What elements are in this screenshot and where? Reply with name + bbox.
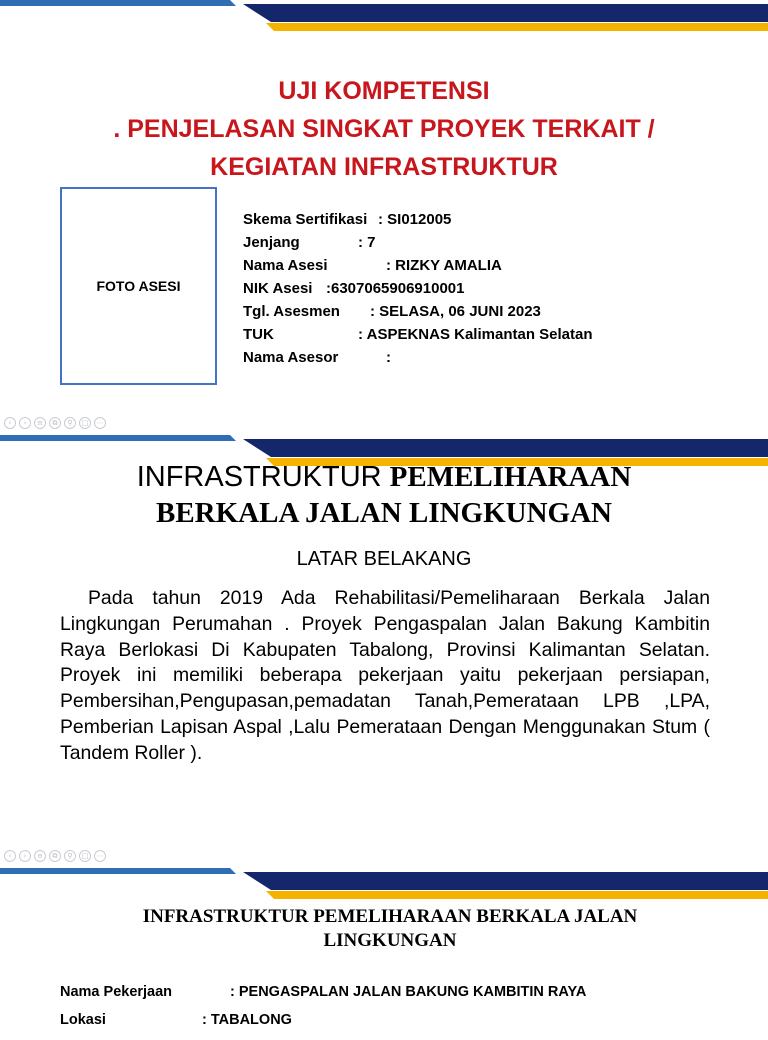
copy-icon[interactable]: ⧉ [49, 850, 61, 862]
menu-icon[interactable]: ≡ [34, 417, 46, 429]
title-line: UJI KOMPETENSI [278, 77, 490, 105]
info-value: : PENGASPALAN JALAN BAKUNG KAMBITIN RAYA [230, 984, 587, 1000]
title-part: PEMELIHARAAN [389, 461, 632, 493]
prev-icon[interactable]: ‹ [4, 417, 16, 429]
viewer-gap [0, 845, 768, 868]
header-navy-band [243, 439, 768, 457]
slide-2-title-line2: BERKALA JALAN LINGKUNGAN [156, 497, 612, 529]
info-label: Tgl. Asesmen [243, 303, 340, 320]
title-part: INFRASTRUKTUR [136, 461, 390, 493]
info-value: : SELASA, 06 JUNI 2023 [370, 303, 541, 320]
next-icon[interactable]: › [19, 417, 31, 429]
fullscreen-icon[interactable]: □ [79, 417, 91, 429]
copy-icon[interactable]: ⧉ [49, 417, 61, 429]
header-blue-stripe [0, 868, 236, 874]
header-navy-band [243, 872, 768, 890]
viewer-gap [0, 412, 768, 435]
zoom-icon[interactable]: ⚲ [64, 850, 76, 862]
photo-placeholder [60, 187, 217, 385]
zoom-icon[interactable]: ⚲ [64, 417, 76, 429]
section-heading: LATAR BELAKANG [296, 548, 472, 570]
header-gold-band [266, 23, 768, 31]
info-label: Jenjang [243, 234, 300, 251]
background-paragraph: Pada tahun 2019 Ada Rehabilitasi/Pemeliharaan Berkala Jalan Lingkungan Perumahan . Proyek Pengaspalan Jalan Bakung Kambitin Raya Berlokasi Di Kabupaten Tabalong, Provinsi Kalimantan Selatan. Proyek ini memiliki beberapa pekerjaan yaitu pekerjaan persiapan, Pembersihan,Pengupasan,pemadatan Tanah,Pemerataan LPB ,LPA, Pemberian Lapisan Aspal ,Lalu Pemerataan Dengan Menggunakan Stum ( Tandem Roller ). [60, 587, 710, 764]
viewer-controls [4, 417, 106, 429]
info-value: : [386, 349, 391, 366]
slide-1 [0, 0, 768, 412]
header-decoration [0, 0, 768, 40]
next-icon[interactable]: › [19, 850, 31, 862]
info-value: :6307065906910001 [326, 280, 465, 297]
info-label: TUK [243, 326, 274, 343]
photo-label: FOTO ASESI [96, 278, 181, 294]
info-label: Lokasi [60, 1012, 106, 1028]
info-value: : RIZKY AMALIA [386, 257, 502, 274]
header-gold-band [266, 891, 768, 899]
viewer-controls [4, 850, 106, 862]
header-blue-stripe [0, 435, 236, 441]
info-value: : 7 [358, 234, 376, 251]
info-value: : ASPEKNAS Kalimantan Selatan [358, 326, 593, 343]
more-icon[interactable]: ⋯ [94, 417, 106, 429]
title-line: . PENJELASAN SINGKAT PROYEK TERKAIT / [113, 115, 655, 143]
prev-icon[interactable]: ‹ [4, 850, 16, 862]
info-label: Nama Asesor [243, 349, 339, 366]
slide-3-title: INFRASTRUKTUR PEMELIHARAAN BERKALA JALAN LINGKUNGAN [142, 906, 638, 951]
title-line: KEGIATAN INFRASTRUKTUR [210, 153, 558, 181]
fullscreen-icon[interactable]: □ [79, 850, 91, 862]
info-label: Nama Pekerjaan [60, 984, 173, 1000]
header-decoration [0, 868, 768, 908]
info-label: NIK Asesi [243, 280, 313, 297]
menu-icon[interactable]: ≡ [34, 850, 46, 862]
slide-2-title [0, 460, 768, 494]
info-label: Skema Sertifikasi [243, 211, 368, 228]
header-blue-stripe [0, 0, 236, 6]
more-icon[interactable]: ⋯ [94, 850, 106, 862]
slide-1-title [0, 72, 768, 186]
header-navy-band [243, 4, 768, 22]
info-value: : SI012005 [378, 211, 452, 228]
info-value: : TABALONG [202, 1012, 292, 1028]
info-label: Nama Asesi [243, 257, 328, 274]
